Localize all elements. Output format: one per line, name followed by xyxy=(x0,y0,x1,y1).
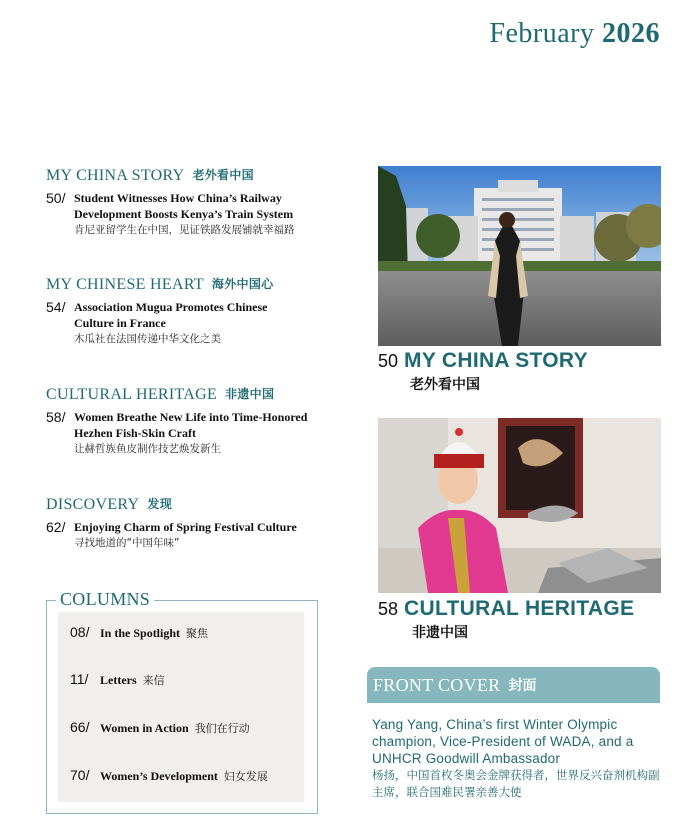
article-subtitle-zh: 寻找地道的“中国年味” xyxy=(74,537,180,549)
section-heading-en: MY CHINESE HEART xyxy=(46,276,204,293)
toc-entry[interactable] xyxy=(46,299,346,347)
front-cover-label-en: FRONT COVER xyxy=(373,674,501,695)
section-heading xyxy=(46,385,346,404)
section-heading-en: DISCOVERY xyxy=(46,496,140,513)
article-title-line: Association Mugua Promotes Chinese xyxy=(74,300,268,314)
feature-title-zh: 非遗中国 xyxy=(412,625,468,641)
column-title-en: Women in Action xyxy=(100,721,189,735)
section-heading-en: CULTURAL HERITAGE xyxy=(46,386,218,403)
article-title-line: Development Boosts Kenya’s Train System xyxy=(74,207,294,221)
article-title-line: Women Breathe New Life into Time-Honored xyxy=(74,410,308,424)
section-heading-zh: 非遗中国 xyxy=(225,387,275,401)
issue-month: February xyxy=(489,18,595,49)
feature-caption[interactable] xyxy=(378,349,588,373)
feature-photo-railway-student[interactable] xyxy=(378,166,661,346)
feature-photo-fish-skin-craft[interactable] xyxy=(378,418,661,593)
section-discovery xyxy=(46,495,346,551)
section-heading xyxy=(46,166,346,185)
feature-caption[interactable] xyxy=(378,597,634,621)
section-my-china-story xyxy=(46,166,346,238)
article-subtitle-zh: 让赫哲族鱼皮制作技艺焕发新生 xyxy=(74,443,221,455)
article-title-line: Enjoying Charm of Spring Festival Culture xyxy=(74,520,297,534)
section-heading-zh: 发现 xyxy=(147,497,172,511)
section-heading-zh: 海外中国心 xyxy=(211,277,274,291)
article-title-line: Hezhen Fish-Skin Craft xyxy=(74,426,197,440)
feature-page: 58 xyxy=(378,599,399,619)
section-heading-en: MY CHINA STORY xyxy=(46,167,185,184)
front-cover-caption-en: Yang Yang, China’s first Winter Olympic champion, Vice-President of WADA, and a UNHCR Goodwill Ambassador xyxy=(372,717,634,766)
section-heading xyxy=(46,495,346,514)
article-title-line: Student Witnesses How China’s Railway xyxy=(74,191,282,205)
feature-title: MY CHINA STORY xyxy=(404,349,588,372)
section-my-chinese-heart xyxy=(46,275,346,347)
article-title-line: Culture in France xyxy=(74,316,166,330)
column-title-zh: 我们在行动 xyxy=(194,722,250,735)
column-title-en: In the Spotlight xyxy=(100,626,181,640)
feature-page: 50 xyxy=(378,351,399,371)
column-title-zh: 妇女发展 xyxy=(223,770,268,783)
page-number: 08/ xyxy=(70,624,90,640)
page-number: 62/ xyxy=(46,519,66,535)
column-title-zh: 聚焦 xyxy=(186,627,209,640)
page-number: 11/ xyxy=(70,671,89,687)
front-cover-banner xyxy=(367,667,660,703)
page-number: 50/ xyxy=(46,190,66,206)
toc-entry[interactable] xyxy=(46,409,346,457)
page-number: 58/ xyxy=(46,409,66,425)
section-cultural-heritage xyxy=(46,385,346,457)
page-number: 54/ xyxy=(46,299,66,315)
column-title-en: Women’s Development xyxy=(100,769,218,783)
article-subtitle-zh: 木瓜社在法国传递中华文化之美 xyxy=(74,333,221,345)
column-item[interactable] xyxy=(70,767,268,784)
column-item[interactable] xyxy=(70,624,208,641)
column-title-en: Letters xyxy=(100,673,137,687)
column-item[interactable] xyxy=(70,719,250,736)
page-number: 66/ xyxy=(70,719,90,735)
article-subtitle-zh: 肯尼亚留学生在中国，见证铁路发展铺就幸福路 xyxy=(74,224,295,236)
section-heading xyxy=(46,275,346,294)
front-cover-label-zh: 封面 xyxy=(508,678,537,694)
page-number: 70/ xyxy=(70,767,90,783)
toc-entry[interactable] xyxy=(46,519,346,551)
toc-entry[interactable] xyxy=(46,190,346,238)
columns-list xyxy=(58,612,304,802)
front-cover-caption-zh: 杨扬，中国首枚冬奥会金牌获得者，世界反兴奋剂机构副主席，联合国难民署亲善大使 xyxy=(372,768,660,799)
section-heading-zh: 老外看中国 xyxy=(192,168,254,182)
issue-year: 2026 xyxy=(602,18,660,49)
column-item[interactable] xyxy=(70,671,165,688)
columns-title: COLUMNS xyxy=(56,589,154,610)
issue-date xyxy=(489,18,660,50)
column-title-zh: 来信 xyxy=(142,674,165,687)
feature-title: CULTURAL HERITAGE xyxy=(404,597,635,620)
feature-title-zh: 老外看中国 xyxy=(410,377,480,393)
